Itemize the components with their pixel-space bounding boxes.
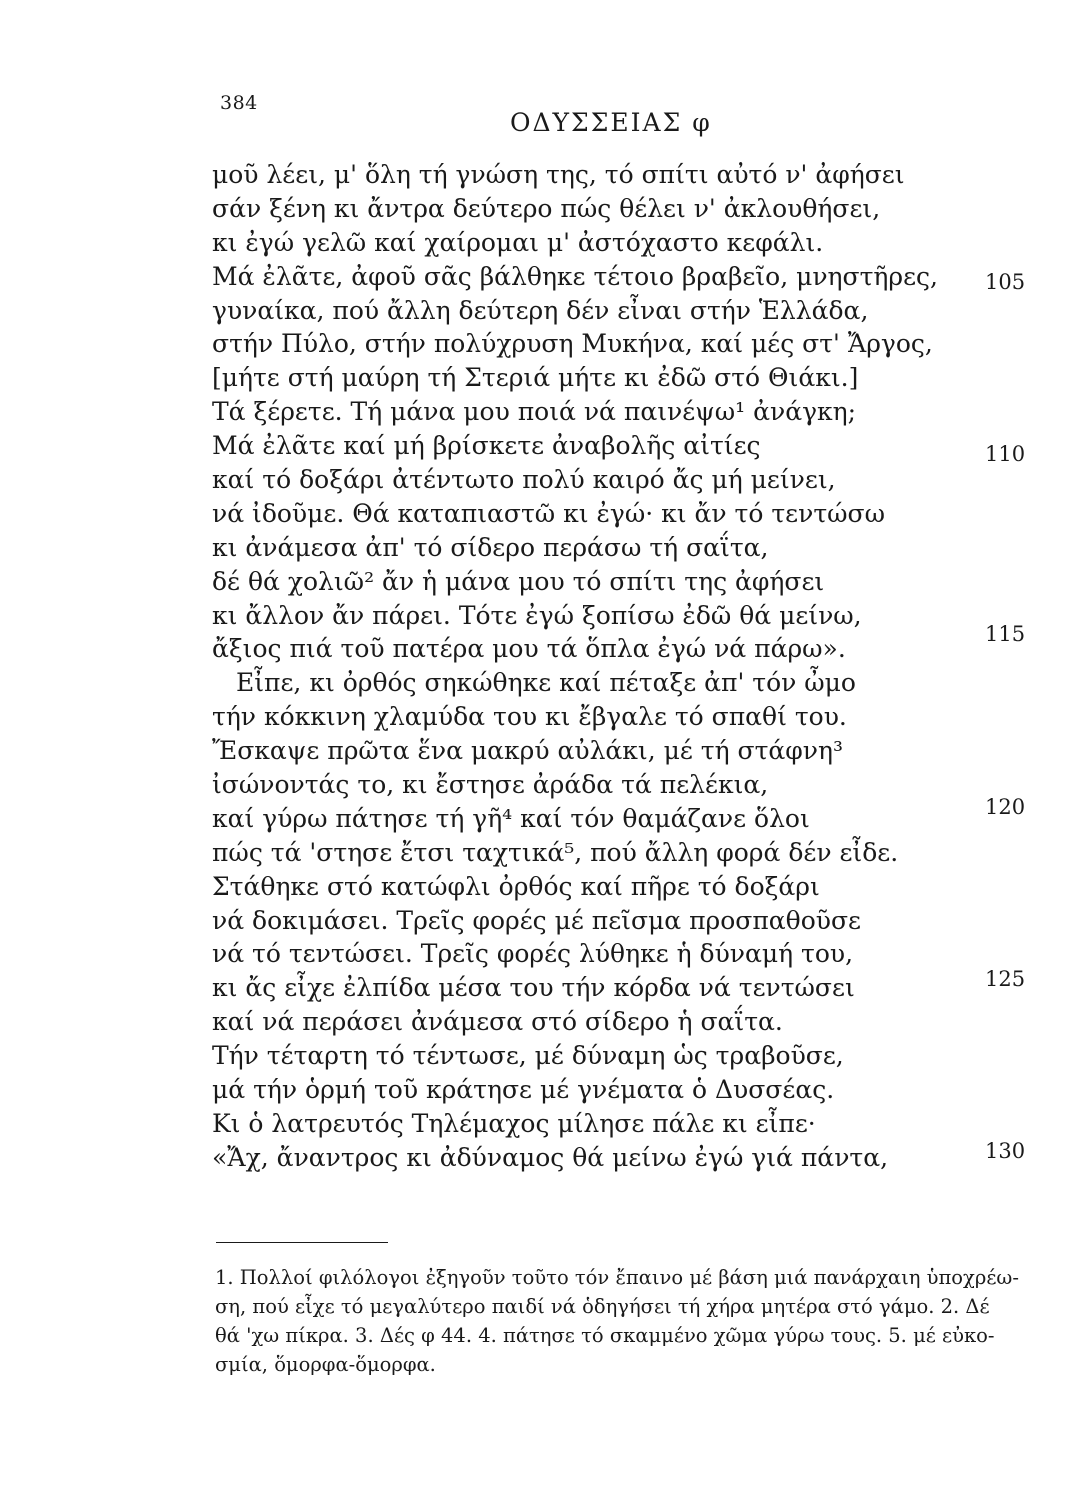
line-number: 115 (985, 622, 1026, 646)
verse-line: [μήτε στή μαύρη τή Στεριά μήτε κι ἐδῶ στό Θιάκι.] (212, 363, 859, 393)
verse-line: ἰσώνοντάς το, κι ἔστησε ἀράδα τά πελέκια, (212, 770, 769, 800)
running-head: ΟΔΥΣΣΕΙΑΣ φ (510, 108, 712, 137)
line-number: 125 (985, 967, 1026, 991)
verse-line: κι ἄλλον ἄν πάρει. Τότε ἐγώ ξοπίσω ἐδῶ θά μείνω, (212, 600, 862, 630)
footnote-divider (216, 1242, 388, 1243)
verse-line: καί γύρω πάτησε τή γῆ⁴ καί τόν θαμάζανε ὅλοι (212, 803, 810, 833)
verse-line: σάν ξένη κι ἄντρα δεύτερο πώς θέλει ν' ἀκλουθήσει, (212, 193, 881, 223)
footnote-line: ση, πού εἶχε τό μεγαλύτερο παιδί νά ὁδηγήσει τή χήρα μητέρα στό γάμο. 2. Δέ (215, 1295, 990, 1318)
verse-line: δέ θά χολιῶ² ἄν ἡ μάνα μου τό σπίτι της ἀφήσει (212, 566, 825, 596)
verse-line: τήν κόκκινη χλαμύδα του κι ἔβγαλε τό σπαθί του. (212, 702, 847, 732)
verse-line: γυναίκα, πού ἄλλη δεύτερη δέν εἶναι στήν Ἑλλάδα, (212, 295, 869, 325)
verse-line: Μά ἐλᾶτε, ἀφοῦ σᾶς βάλθηκε τέτοιο βραβεῖο, μνηστῆρες, (212, 261, 939, 291)
verse-line: πώς τά 'στησε ἔτσι ταχτικά⁵, πού ἄλλη φορά δέν εἶδε. (212, 837, 899, 867)
verse-line: μά τήν ὁρμή τοῦ κράτησε μέ γνέματα ὁ Δυσσέας. (212, 1075, 835, 1105)
verse-line: καί τό δοξάρι ἀτέντωτο πολύ καιρό ἄς μή μείνει, (212, 465, 836, 495)
verse-line: «Ἄχ, ἄναντρος κι ἀδύναμος θά μείνω ἐγώ γιά πάντα, (212, 1142, 889, 1172)
verse-line: καί νά περάσει ἀνάμεσα στό σίδερο ἡ σαΐτα. (212, 1007, 783, 1037)
verse-line: Τήν τέταρτη τό τέντωσε, μέ δύναμη ὡς τραβοῦσε, (212, 1041, 844, 1071)
verse-line: μοῦ λέει, μ' ὅλη τή γνώση της, τό σπίτι αὐτό ν' ἀφήσει (212, 160, 905, 189)
verse-line: Τά ξέρετε. Τή μάνα μου ποιά νά παινέψω¹ ἀνάγκη; (212, 397, 857, 427)
verse-line: Ἔσκαψε πρῶτα ἕνα μακρύ αὐλάκι, μέ τή στάφνη³ (212, 736, 844, 766)
verse-line: νά ἰδοῦμε. Θά καταπιαστῶ κι ἐγώ· κι ἄν τό τεντώσω (212, 498, 885, 528)
verse-line: στήν Πύλο, στήν πολύχρυση Μυκήνα, καί μές στ' Ἄργος, (212, 329, 933, 359)
page-number: 384 (220, 92, 258, 114)
poem-text (212, 158, 939, 1175)
line-number: 110 (985, 442, 1026, 466)
line-number: 130 (985, 1139, 1026, 1163)
verse-line: κι ἄς εἶχε ἐλπίδα μέσα του τήν κόρδα νά τεντώσει (212, 973, 855, 1003)
verse-line: νά δοκιμάσει. Τρεῖς φορές μέ πεῖσμα προσπαθοῦσε (212, 905, 861, 935)
footnote-line: θά 'χω πίκρα. 3. Δές φ 44. 4. πάτησε τό σκαμμένο χῶμα γύρω τους. 5. μέ εὐκο- (215, 1324, 995, 1347)
footnote-line: 1. Πολλοί φιλόλογοι ἐξηγοῦν τοῦτο τόν ἔπαινο μέ βάση μιά πανάρχαιη ὑποχρέω- (215, 1266, 1019, 1289)
verse-line: Εἶπε, κι ὀρθός σηκώθηκε καί πέταξε ἀπ' τόν ὦμο (236, 668, 856, 698)
verse-line: Κι ὁ λατρευτός Τηλέμαχος μίλησε πάλε κι εἶπε· (212, 1108, 816, 1138)
verse-line: νά τό τεντώσει. Τρεῖς φορές λύθηκε ἡ δύναμή του, (212, 939, 854, 969)
line-number: 105 (985, 270, 1026, 294)
footnotes (215, 1263, 1019, 1379)
verse-line: κι ἐγώ γελῶ καί χαίρομαι μ' ἀστόχαστο κεφάλι. (212, 227, 824, 257)
line-number: 120 (985, 795, 1026, 819)
verse-line: Στάθηκε στό κατώφλι ὀρθός καί πῆρε τό δοξάρι (212, 871, 820, 901)
verse-line: Μά ἐλᾶτε καί μή βρίσκετε ἀναβολῆς αἰτίες (212, 431, 761, 461)
verse-line: κι ἀνάμεσα ἀπ' τό σίδερο περάσω τή σαΐτα, (212, 532, 769, 562)
footnote-line: σμία, ὅμορφα-ὅμορφα. (215, 1353, 436, 1376)
verse-line: ἄξιος πιά τοῦ πατέρα μου τά ὅπλα ἐγώ νά πάρω». (212, 634, 846, 664)
